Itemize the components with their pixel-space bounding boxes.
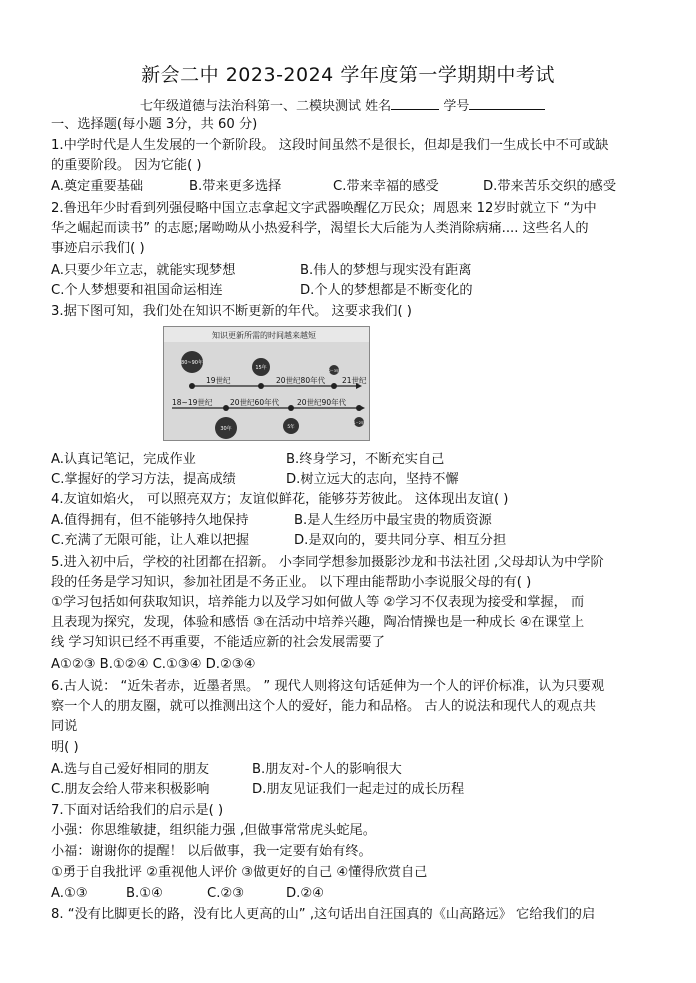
q3-option-a[interactable]: A.认真记笔记，完成作业 <box>51 452 196 467</box>
q6-option-b[interactable]: B.朋友对-个人的影响很大 <box>252 762 402 777</box>
exam-subtitle <box>140 95 545 114</box>
knowledge-timeline-figure <box>163 326 370 441</box>
q5-stem-line4: 且表现为探究，发现，体验和感悟 ③在活动中培养兴趣，陶冶情操也是一种成长 ④在课堂上 <box>51 615 585 630</box>
timeline-node <box>331 383 337 389</box>
q2-stem-line1: 2.鲁迅年少时看到列强侵略中国立志拿起文字武器唤醒亿万民众；周恩来 12岁时就立下 “为中 <box>51 201 597 216</box>
q5-stem-line5: 线 学习知识已经不再重要，不能适应新的社会发展需要了 <box>51 635 385 650</box>
name-blank[interactable] <box>391 97 439 110</box>
q4-stem-line1: 4.友谊如焰火， 可以照亮双方；友谊似鲜花，能够芬芳彼此。 这体现出友谊( ) <box>51 492 509 507</box>
q7-dialogue-xiaofu: 小福：谢谢你的提醒！ 以后做事，我一定要有始有终。 <box>51 844 372 859</box>
circle-label: 30年 <box>220 426 232 432</box>
q2-option-b[interactable]: B.伟人的梦想与现实没有距离 <box>300 263 472 278</box>
q1-option-a[interactable]: A.奠定重要基础 <box>51 179 144 194</box>
q7-option-d[interactable]: D.②④ <box>286 886 324 901</box>
era-label: 18~19世纪 <box>172 398 213 407</box>
q1-option-d[interactable]: D.带来苦乐交织的感受 <box>483 179 617 194</box>
q1-stem-line1: 1.中学时代是人生发展的一个新阶段。 这段时间虽然不是很长，但却是我们一生成长中不可或缺 <box>51 138 609 153</box>
q2-option-c[interactable]: C.个人梦想要和祖国命运相连 <box>51 283 223 298</box>
q5-stem-line3: ①学习包括如何获取知识，培养能力以及学习如何做人等 ②学习不仅表现为接受和掌握， 而 <box>51 595 585 610</box>
student-id-blank[interactable] <box>469 97 545 110</box>
era-label: 20世纪80年代 <box>276 376 326 385</box>
circle-label: 2~3年 <box>328 369 340 373</box>
q6-stem-line3: 同说 <box>51 719 78 734</box>
q8-stem-line1: 8. “没有比脚更长的路，没有比人更高的山” ,这句话出自汪国真的《山高路远》 它给我们的启 <box>51 907 596 922</box>
q6-option-c[interactable]: C.朋友会给人带来积极影响 <box>51 782 210 797</box>
timeline-node <box>258 383 264 389</box>
q5-stem-line1: 5.进入初中后，学校的社团都在招新。 小李同学想参加摄影沙龙和书法社团 ,父母却认为中学阶 <box>51 555 604 570</box>
student-id-label: 学号 <box>443 99 470 114</box>
era-label: 20世纪90年代 <box>297 398 347 407</box>
timeline-node <box>356 405 362 411</box>
q5-options[interactable]: A①②③ B.①②④ C.①③④ D.②③④ <box>51 657 256 672</box>
q7-statements: ①勇于自我批评 ②重视他人评价 ③做更好的自己 ④懂得欣赏自己 <box>51 865 428 880</box>
q5-stem-line2: 段的任务是学习知识，参加社团是不务正业。 以下理由能帮助小李说服父母的有( ) <box>51 575 532 590</box>
section-heading: 一、选择题(每小题 3分，共 60 分) <box>51 117 258 132</box>
timeline-node <box>288 405 294 411</box>
q3-stem-line1: 3.据下图可知，我们处在知识不断更新的年代。 这要求我们( ) <box>51 304 412 319</box>
q6-stem-line2: 察一个人的朋友圈，就可以推测出这个人的爱好，能力和品格。 古人的说法和现代人的观点共 <box>51 699 596 714</box>
q7-stem-line1: 7.下面对话给我们的启示是( ) <box>51 803 224 818</box>
q3-option-d[interactable]: D.树立远大的志向，坚持不懈 <box>286 472 459 487</box>
q3-option-b[interactable]: B.终身学习，不断充实自己 <box>286 452 445 467</box>
timeline-svg <box>164 327 369 440</box>
timeline-node <box>223 405 229 411</box>
q2-option-a[interactable]: A.只要少年立志，就能实现梦想 <box>51 263 236 278</box>
era-label: 19世纪 <box>206 376 231 385</box>
q4-option-b[interactable]: B.是人生经历中最宝贵的物质资源 <box>294 513 492 528</box>
q7-option-c[interactable]: C.②③ <box>207 886 245 901</box>
q4-option-a[interactable]: A.值得拥有，但不能够持久地保持 <box>51 513 249 528</box>
circle-label: 1~2年 <box>353 421 365 425</box>
circle-label: 5年 <box>287 425 295 430</box>
era-label: 21世纪 <box>342 376 367 385</box>
q3-option-c[interactable]: C.掌握好的学习方法，提高成绩 <box>51 472 236 487</box>
q4-option-c[interactable]: C.充满了无限可能，让人难以把握 <box>51 533 250 548</box>
timeline-node <box>189 383 195 389</box>
circle-label: 15年 <box>255 365 267 371</box>
q1-option-c[interactable]: C.带来幸福的感受 <box>333 179 439 194</box>
q7-option-a[interactable]: A.①③ <box>51 886 88 901</box>
q2-option-d[interactable]: D.个人的梦想都是不断变化的 <box>300 283 473 298</box>
q2-stem-line2: 华之崛起而读书” 的志愿;屠呦呦从小热爱科学，渴望长大后能为人类消除病痛.... 这些名人的 <box>51 221 589 236</box>
exam-title: 新会二中 2023-2024 学年度第一学期期中考试 <box>141 64 555 86</box>
q7-option-b[interactable]: B.①④ <box>126 886 163 901</box>
q7-dialogue-xiaoqiang: 小强：你思维敏捷，组织能力强 ,但做事常常虎头蛇尾。 <box>51 823 376 838</box>
q1-option-b[interactable]: B.带来更多选择 <box>189 179 282 194</box>
figure-caption: 知识更新所需的时间越来越短 <box>212 331 316 340</box>
q6-option-a[interactable]: A.选与自己爱好相同的朋友 <box>51 762 210 777</box>
era-label: 20世纪60年代 <box>230 398 280 407</box>
q6-option-d[interactable]: D.朋友见证我们一起走过的成长历程 <box>252 782 465 797</box>
q2-stem-line3: 事迹启示我们( ) <box>51 241 145 256</box>
q1-stem-line2: 的重要阶段。 因为它能( ) <box>51 158 202 173</box>
subject-label: 七年级道德与法治科第一、二模块测试 <box>140 99 362 114</box>
q6-stem-line1: 6.古人说： “近朱者赤，近墨者黑。 ” 现代人则将这句话延伸为一个人的评价标准，认为只要观 <box>51 679 605 694</box>
name-label: 姓名 <box>365 99 392 114</box>
circle-label: 80~90年 <box>181 360 203 366</box>
q4-option-d[interactable]: D.是双向的，要共同分享、相互分担 <box>294 533 507 548</box>
q6-stem-line4: 明( ) <box>51 740 79 755</box>
